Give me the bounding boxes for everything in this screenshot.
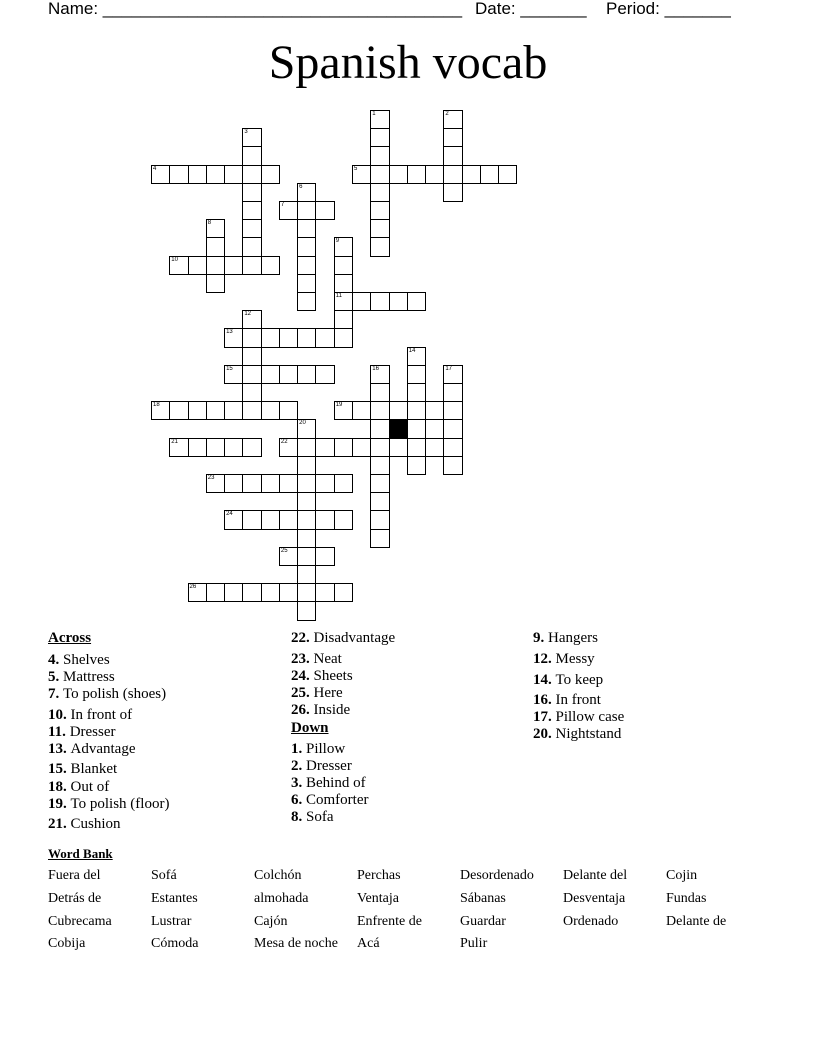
- crossword-cell[interactable]: [188, 165, 207, 184]
- crossword-cell[interactable]: [279, 328, 298, 347]
- clue-item: [533, 692, 601, 709]
- clue-text: Pillow case: [555, 709, 625, 725]
- clue-item: [291, 668, 353, 685]
- clue-number-label: 13: [226, 329, 233, 336]
- crossword-cell[interactable]: [206, 274, 225, 293]
- clue-text: Dresser: [69, 724, 116, 740]
- clue-number-label: 8: [207, 220, 212, 227]
- crossword-cell[interactable]: [407, 365, 426, 384]
- clue-number-label: 5: [353, 165, 358, 172]
- clue-text: To polish (floor): [70, 796, 170, 812]
- clue-number: 12.: [533, 651, 556, 667]
- crossword-cell[interactable]: [297, 492, 316, 511]
- crossword-cell[interactable]: [370, 419, 389, 438]
- crossword-cell[interactable]: [261, 328, 280, 347]
- crossword-cell[interactable]: [370, 237, 389, 256]
- crossword-cell[interactable]: [279, 474, 298, 493]
- word-bank-word: Detrás de: [48, 891, 102, 906]
- clue-item: [48, 686, 166, 703]
- crossword-cell[interactable]: [498, 165, 517, 184]
- crossword-cell[interactable]: [352, 438, 371, 457]
- crossword-cell[interactable]: [297, 201, 316, 220]
- crossword-cell[interactable]: [407, 383, 426, 402]
- clue-item: [48, 779, 109, 796]
- clue-number-label: 12: [244, 311, 252, 318]
- clue-item: [291, 702, 350, 719]
- clue-number-label: 20: [299, 420, 306, 427]
- crossword-cell[interactable]: [389, 438, 408, 457]
- crossword-cell[interactable]: [297, 565, 316, 584]
- crossword-cell[interactable]: [315, 365, 334, 384]
- page-title: Spanish vocab: [268, 36, 548, 89]
- crossword-cell[interactable]: [261, 474, 280, 493]
- word-bank-word: Ordenado: [563, 914, 619, 929]
- crossword-cell[interactable]: [297, 256, 316, 275]
- clue-number-label: 2: [445, 111, 449, 117]
- crossword-cell[interactable]: [334, 474, 353, 493]
- crossword-cell[interactable]: [443, 383, 462, 402]
- crossword-cell[interactable]: [242, 183, 261, 202]
- crossword-cell[interactable]: [334, 510, 353, 529]
- crossword-cell[interactable]: [443, 438, 462, 457]
- crossword-cell[interactable]: [315, 474, 334, 493]
- clue-item: [291, 651, 342, 668]
- clue-number-label: 14: [408, 347, 416, 354]
- crossword-cell[interactable]: [315, 201, 334, 220]
- clue-item: [48, 816, 121, 833]
- crossword-cell[interactable]: [334, 583, 353, 602]
- crossword-cell[interactable]: [443, 456, 462, 475]
- crossword-cell[interactable]: [261, 510, 280, 529]
- crossword-cell[interactable]: [188, 401, 207, 420]
- crossword-cell[interactable]: [334, 438, 353, 457]
- crossword-cell[interactable]: [242, 583, 261, 602]
- crossword-cell[interactable]: [242, 365, 261, 384]
- crossword-cell[interactable]: [370, 474, 389, 493]
- crossword-cell[interactable]: [443, 419, 462, 438]
- clue-item: [291, 775, 366, 792]
- crossword-cell[interactable]: [297, 365, 316, 384]
- clue-number-label: 26: [189, 584, 197, 591]
- crossword-cell[interactable]: [443, 401, 462, 420]
- clue-number: 3.: [291, 775, 306, 791]
- crossword-cell[interactable]: [261, 256, 280, 275]
- word-bank-word: Sábanas: [460, 891, 506, 906]
- crossword-cell[interactable]: [206, 583, 225, 602]
- date-field[interactable]: Date: _______: [475, 0, 587, 18]
- word-bank-word: Ventaja: [357, 891, 399, 906]
- word-bank-word: Pulir: [460, 936, 488, 951]
- crossword-cell[interactable]: [297, 274, 316, 293]
- word-bank-word: Delante del: [563, 868, 628, 883]
- crossword-cell[interactable]: [370, 128, 389, 147]
- crossword-cell[interactable]: [407, 401, 426, 420]
- word-bank-word: Desordenado: [460, 868, 534, 883]
- clue-text: Sheets: [313, 668, 353, 684]
- clue-text: Dresser: [306, 758, 352, 774]
- crossword-cell[interactable]: [297, 583, 316, 602]
- crossword-cell[interactable]: [425, 401, 444, 420]
- clue-number: 18.: [48, 779, 71, 795]
- word-bank-word: Cajón: [254, 914, 288, 929]
- crossword-cell[interactable]: [389, 292, 408, 311]
- crossword-cell[interactable]: [334, 274, 353, 293]
- crossword-cell[interactable]: [443, 183, 462, 202]
- word-bank-word: Cojin: [666, 868, 698, 883]
- clue-text: In front of: [70, 707, 133, 723]
- clue-number: 5.: [48, 669, 63, 685]
- clue-item: [48, 724, 116, 741]
- clues-column-3: [533, 630, 763, 840]
- clue-item: [533, 651, 595, 668]
- word-bank-word: Acá: [357, 936, 380, 951]
- clue-number: 24.: [291, 668, 314, 684]
- clues-column-2: [291, 630, 521, 840]
- clue-number: 16.: [533, 692, 556, 708]
- crossword-cell[interactable]: [370, 438, 389, 457]
- crossword-cell[interactable]: [206, 237, 225, 256]
- clue-number: 8.: [291, 809, 306, 825]
- clue-number-label: 15: [226, 365, 233, 372]
- clue-item: [48, 652, 110, 669]
- crossword-cell[interactable]: [242, 328, 261, 347]
- crossword-cell[interactable]: [370, 183, 389, 202]
- crossword-cell[interactable]: [297, 292, 316, 311]
- clue-number-label: 23: [207, 475, 215, 481]
- clue-text: Pillow: [306, 741, 346, 757]
- clue-item: [291, 809, 334, 826]
- clue-item: [291, 758, 352, 775]
- crossword-cell[interactable]: [370, 401, 389, 420]
- crossword-cell[interactable]: [279, 510, 298, 529]
- clue-item: [291, 685, 343, 702]
- crossword-cell[interactable]: [242, 438, 261, 457]
- clue-number: 14.: [533, 672, 556, 688]
- clue-number-label: 24: [226, 511, 233, 518]
- clue-text: Shelves: [63, 652, 110, 668]
- clue-number: 10.: [48, 707, 71, 723]
- crossword-cell[interactable]: [279, 401, 298, 420]
- crossword-cell[interactable]: [261, 365, 280, 384]
- crossword-cell[interactable]: [389, 165, 408, 184]
- crossword-cell[interactable]: [242, 237, 261, 256]
- clue-number-label: 21: [171, 438, 178, 445]
- crossword-cell[interactable]: [188, 438, 207, 457]
- crossword-cell[interactable]: [315, 583, 334, 602]
- crossword-cell[interactable]: [297, 547, 316, 566]
- clue-number-label: 9: [335, 238, 340, 245]
- clue-text: Out of: [70, 779, 110, 795]
- crossword-cell[interactable]: [389, 401, 408, 420]
- crossword-cell[interactable]: [480, 165, 499, 184]
- word-bank-title: Word Bank: [48, 846, 113, 861]
- crossword-cell[interactable]: [407, 292, 426, 311]
- crossword-cell[interactable]: [261, 401, 280, 420]
- clue-text: Here: [313, 685, 343, 701]
- crossword-cell[interactable]: [242, 256, 261, 275]
- clue-text: Advantage: [70, 741, 136, 757]
- crossword-cell[interactable]: [242, 401, 261, 420]
- clue-number: 20.: [533, 726, 556, 742]
- clue-number: 13.: [48, 741, 71, 757]
- crossword-cell[interactable]: [224, 165, 243, 184]
- crossword-cell[interactable]: [242, 146, 261, 165]
- clue-number-label: 17: [445, 365, 452, 372]
- clue-item: [48, 741, 135, 758]
- clue-number: 6.: [291, 792, 306, 808]
- clue-number: 26.: [291, 702, 314, 718]
- crossword-cell[interactable]: [315, 328, 334, 347]
- crossword-cell[interactable]: [224, 256, 243, 275]
- down-heading: Down: [291, 720, 329, 736]
- word-bank-word: Guardar: [460, 914, 506, 929]
- clue-item: [533, 672, 603, 689]
- crossword-cell[interactable]: [297, 474, 316, 493]
- clue-text: Mattress: [63, 669, 115, 685]
- clue-item: [291, 630, 395, 647]
- crossword-cell[interactable]: [188, 256, 207, 275]
- crossword-cell[interactable]: [407, 438, 426, 457]
- word-bank-word: almohada: [254, 891, 309, 906]
- crossword-cell[interactable]: [315, 510, 334, 529]
- crossword-cell[interactable]: [224, 583, 243, 602]
- clue-text: Disadvantage: [313, 630, 396, 646]
- crossword-cell[interactable]: [224, 438, 243, 457]
- clue-number: 21.: [48, 816, 71, 832]
- crossword-black-cell: [389, 419, 408, 438]
- clue-number: 9.: [533, 630, 548, 646]
- clue-number: 23.: [291, 651, 314, 667]
- crossword-cell[interactable]: [279, 365, 298, 384]
- clue-number: 7.: [48, 686, 63, 702]
- clue-number-label: 1: [372, 111, 376, 117]
- clue-text: To keep: [555, 672, 604, 688]
- crossword-cell[interactable]: [370, 383, 389, 402]
- crossword-cell[interactable]: [443, 146, 462, 165]
- crossword-cell[interactable]: [370, 146, 389, 165]
- clue-number-label: 11: [335, 293, 342, 299]
- word-bank-word: Cobija: [48, 936, 86, 951]
- word-bank-word: Delante de: [666, 914, 727, 929]
- crossword-cell[interactable]: [370, 292, 389, 311]
- crossword-cell[interactable]: [261, 165, 280, 184]
- crossword-cell[interactable]: [242, 510, 261, 529]
- crossword-cell[interactable]: [443, 165, 462, 184]
- clue-number: 19.: [48, 796, 71, 812]
- clue-item: [291, 792, 368, 809]
- crossword-cell[interactable]: [242, 201, 261, 220]
- clue-number-label: 3: [244, 129, 248, 136]
- crossword-cell[interactable]: [224, 474, 243, 493]
- crossword-cell[interactable]: [206, 256, 225, 275]
- clue-number: 11.: [48, 724, 70, 740]
- word-bank-word: Fundas: [666, 891, 707, 906]
- crossword-cell[interactable]: [352, 292, 371, 311]
- crossword-cell[interactable]: [370, 529, 389, 548]
- crossword-cell[interactable]: [370, 492, 389, 511]
- name-field[interactable]: Name: ______________________________________: [48, 0, 463, 18]
- word-bank-word: Desventaja: [563, 891, 626, 906]
- clue-item: [533, 726, 621, 743]
- crossword-cell[interactable]: [261, 583, 280, 602]
- crossword-cell[interactable]: [297, 328, 316, 347]
- crossword-cell[interactable]: [315, 438, 334, 457]
- crossword-cell[interactable]: [315, 547, 334, 566]
- clue-number: 22.: [291, 630, 314, 646]
- clue-text: Cushion: [70, 816, 121, 832]
- crossword-cell[interactable]: [206, 438, 225, 457]
- clue-text: To polish (shoes): [63, 686, 167, 702]
- word-bank-word: Enfrente de: [357, 914, 422, 929]
- clue-number-label: 10: [171, 256, 178, 263]
- word-bank-word: Cubrecama: [48, 914, 112, 929]
- crossword-cell[interactable]: [297, 219, 316, 238]
- crossword-cell[interactable]: [224, 401, 243, 420]
- clue-text: Behind of: [306, 775, 366, 791]
- clue-text: Blanket: [70, 761, 118, 777]
- crossword-cell[interactable]: [242, 383, 261, 402]
- crossword-cell[interactable]: [169, 165, 188, 184]
- crossword-cell[interactable]: [297, 510, 316, 529]
- clue-text: Sofa: [306, 809, 334, 825]
- clue-item: [533, 630, 598, 647]
- clue-number: 1.: [291, 741, 306, 757]
- clue-item: [291, 741, 345, 758]
- crossword-cell[interactable]: [334, 310, 353, 329]
- clue-number-label: 25: [280, 547, 288, 554]
- crossword-cell[interactable]: [334, 256, 353, 275]
- clue-text: Hangers: [548, 630, 598, 646]
- crossword-cell[interactable]: [242, 165, 261, 184]
- crossword-cell[interactable]: [297, 438, 316, 457]
- word-bank-word: Cómoda: [151, 936, 199, 951]
- clue-item: [48, 796, 169, 813]
- crossword-cell[interactable]: [425, 438, 444, 457]
- crossword-cell[interactable]: [370, 510, 389, 529]
- clue-number: 17.: [533, 709, 556, 725]
- crossword-cell[interactable]: [443, 128, 462, 147]
- crossword-cell[interactable]: [407, 456, 426, 475]
- across-heading: Across: [48, 630, 92, 646]
- crossword-cell[interactable]: [462, 165, 481, 184]
- crossword-cell[interactable]: [169, 401, 188, 420]
- crossword-cell[interactable]: [370, 201, 389, 220]
- crossword-cell[interactable]: [407, 419, 426, 438]
- clue-number: 15.: [48, 761, 71, 777]
- crossword-cell[interactable]: [279, 583, 298, 602]
- clue-number: 2.: [291, 758, 306, 774]
- clue-number-label: 22: [280, 438, 288, 445]
- word-bank-word: Fuera del: [48, 868, 101, 883]
- clue-number-label: 18: [153, 402, 160, 409]
- clue-text: Inside: [313, 702, 351, 718]
- clue-number-label: 19: [335, 402, 343, 409]
- clue-text: Nightstand: [555, 726, 622, 742]
- crossword-cell[interactable]: [370, 456, 389, 475]
- crossword-cell[interactable]: [242, 474, 261, 493]
- word-bank-word: Perchas: [357, 868, 401, 883]
- word-bank-word: Estantes: [151, 891, 198, 906]
- crossword-cell[interactable]: [425, 165, 444, 184]
- crossword-cell[interactable]: [206, 165, 225, 184]
- crossword-cell[interactable]: [370, 219, 389, 238]
- clues-column-1: [48, 630, 278, 840]
- clue-number-label: 6: [299, 183, 303, 190]
- clue-text: Messy: [555, 651, 595, 667]
- word-bank-word: Lustrar: [151, 914, 192, 929]
- clue-item: [48, 669, 115, 686]
- word-bank-word: Mesa de noche: [254, 936, 338, 951]
- crossword-cell[interactable]: [297, 456, 316, 475]
- period-field[interactable]: Period: _______: [606, 0, 731, 18]
- crossword-cell[interactable]: [297, 601, 316, 620]
- clue-item: [48, 761, 117, 778]
- word-bank-word: Colchón: [254, 868, 302, 883]
- crossword-cell[interactable]: [370, 165, 389, 184]
- clue-text: Comforter: [306, 792, 369, 808]
- crossword-cell[interactable]: [407, 165, 426, 184]
- crossword-cell[interactable]: [242, 219, 261, 238]
- clue-text: Neat: [313, 651, 342, 667]
- clue-item: [533, 709, 624, 726]
- clue-number-label: 7: [280, 202, 285, 208]
- clue-number-label: 4: [153, 165, 157, 172]
- clue-text: In front: [555, 692, 601, 708]
- word-bank-word: Sofá: [151, 868, 177, 883]
- crossword-cell[interactable]: [297, 237, 316, 256]
- clue-number-label: 16: [372, 365, 379, 372]
- crossword-cell[interactable]: [352, 401, 371, 420]
- crossword-cell[interactable]: [242, 347, 261, 366]
- clue-item: [48, 707, 132, 724]
- crossword-cell[interactable]: [297, 529, 316, 548]
- clue-number: 25.: [291, 685, 314, 701]
- crossword-cell[interactable]: [334, 328, 353, 347]
- crossword-cell[interactable]: [206, 401, 225, 420]
- clue-number: 4.: [48, 652, 63, 668]
